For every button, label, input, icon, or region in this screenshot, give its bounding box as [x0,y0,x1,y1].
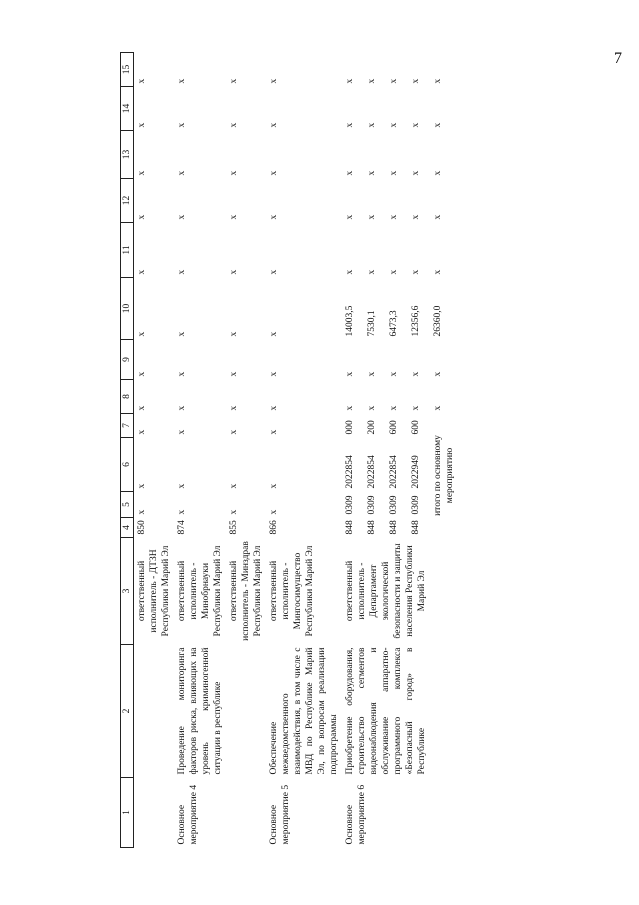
value-cell: х [389,122,399,128]
value-cell: 2022949 [411,455,421,489]
value-cell: х [177,371,187,377]
budget-table [120,52,458,848]
value-cell: 600 [389,420,399,435]
value-cell: х [389,214,399,220]
table-row [226,53,266,848]
value-cell: 866 [269,520,279,535]
empty-cell [226,645,266,778]
value-cell: 2022854 [345,455,355,489]
value-cell: х [345,269,355,275]
empty-cell [134,778,175,848]
responsible-executor: ответственный исполнитель - Минобрнауки Республики Марий Эл [177,545,223,637]
value-cell: х [177,429,187,435]
value-cell: х [367,405,377,411]
value-cell: 848 [345,520,355,535]
value-cell: х [345,371,355,377]
value-cell: 200 [367,420,377,435]
value-cell: х [177,122,187,128]
rotated-table-container [120,53,616,848]
value-cell: х [269,429,279,435]
responsible-executor: ответственный исполнитель - ДТЗН Республики Марий Эл [137,545,171,637]
value-cell: х [367,78,377,84]
value-cell: х [433,78,443,84]
value-cell: х [411,371,421,377]
value-cell: х [411,170,421,176]
column-header: 13 [121,131,134,179]
value-cell: 848 [411,520,421,535]
value-cell: 2022854 [389,455,399,489]
total-label: итого по основному мероприятию [433,435,455,516]
value-cell: х [269,405,279,411]
activity-name: Основное мероприятие 4 [177,784,199,845]
empty-cell [134,645,175,778]
column-header: 15 [121,53,134,87]
value-cell: 874 [177,520,187,535]
value-cell: х [269,509,279,515]
value-cell: х [229,405,239,411]
value-cell: х [137,331,147,337]
value-cell: х [389,170,399,176]
table-row [174,53,226,848]
value-cell: 2022854 [367,455,377,489]
value-cell: х [229,371,239,377]
responsible-executor: ответственный исполнитель - Департамент экологической безопасности и защиты населения Республики Марий Эл [345,543,427,639]
value-cell: х [137,170,147,176]
column-header: 8 [121,380,134,414]
value-cell: х [177,405,187,411]
activity-description: Обеспечение межведомственного взаимодействия, в том числе с МВД по Республике Марий Эл, по вопросам реализации подпрограммы [269,647,339,775]
page-number: 7 [614,50,622,67]
value-cell: х [229,509,239,515]
column-header: 9 [121,340,134,380]
column-header: 10 [121,278,134,340]
value-cell: х [177,509,187,515]
empty-cell [226,778,266,848]
value-cell: х [269,483,279,489]
value-cell: 0309 [367,495,377,515]
activity-description: Приобретение оборудования, строительство сегментов видеонаблюдения и обслуживание аппаратно-программного комплекса «Безопасный город» в Республике [345,647,427,775]
value-cell: х [269,331,279,337]
responsible-executor: ответственный исполнитель - Минздрав Республики Марий Эл [229,541,263,641]
value-cell: 855 [229,520,239,535]
value-cell: х [177,331,187,337]
value-cell: х [389,405,399,411]
value-cell: х [411,78,421,84]
column-number-row [121,53,134,848]
value-cell: х [433,371,443,377]
value-cell: х [229,78,239,84]
value-cell: х [433,214,443,220]
value-cell: х [367,214,377,220]
value-cell: х [269,214,279,220]
value-cell: 850 [137,520,147,535]
column-header: 1 [121,778,134,848]
value-cell: х [229,331,239,337]
value-cell: 848 [389,520,399,535]
activity-name: Основное мероприятие 6 [345,784,367,845]
value-cell: х [137,78,147,84]
column-header: 3 [121,538,134,645]
value-cell: х [229,269,239,275]
value-cell: х [229,122,239,128]
value-cell: 000 [345,420,355,435]
value-cell: х [433,170,443,176]
value-cell: х [433,269,443,275]
value-cell: х [269,170,279,176]
value-cell: х [345,405,355,411]
column-header: 5 [121,492,134,518]
value-cell: х [345,214,355,220]
value-cell: х [367,122,377,128]
table-row [134,53,175,848]
value-cell: 0309 [389,495,399,515]
value-cell: х [345,122,355,128]
column-header: 12 [121,179,134,223]
value-cell: х [411,122,421,128]
column-header: 2 [121,645,134,778]
value-cell: х [229,483,239,489]
value-cell: х [389,78,399,84]
value-cell: 7530,1 [367,310,377,337]
value-cell: х [137,122,147,128]
value-cell: 0309 [411,495,421,515]
value-cell: х [411,269,421,275]
table-row [342,53,364,848]
value-cell: х [269,78,279,84]
value-cell: 848 [367,520,377,535]
value-cell: х [269,122,279,128]
value-cell: х [433,405,443,411]
value-cell: х [229,214,239,220]
value-cell: 14003,5 [345,305,355,337]
column-header: 6 [121,438,134,492]
value-cell: х [137,214,147,220]
value-cell: х [411,405,421,411]
value-cell: х [177,483,187,489]
value-cell: х [137,483,147,489]
value-cell: х [411,214,421,220]
empty-cell [430,538,458,848]
value-cell: х [177,269,187,275]
value-cell: х [177,214,187,220]
value-cell: х [389,371,399,377]
value-cell: х [177,78,187,84]
column-header: 7 [121,414,134,438]
value-cell: х [137,371,147,377]
value-cell: х [367,371,377,377]
value-cell: х [389,269,399,275]
value-cell: х [229,170,239,176]
table-row [266,53,342,848]
column-header: 14 [121,87,134,131]
activity-name: Основное мероприятие 5 [269,784,291,845]
value-cell: х [137,405,147,411]
value-cell: х [433,122,443,128]
value-cell: 6473,3 [389,310,399,337]
activity-description: Проведение мониторинга факторов риска, влияющих на уровень криминогенной ситуации в республике [177,647,223,775]
column-header: 11 [121,223,134,278]
value-cell: х [177,170,187,176]
value-cell: 12356,6 [411,305,421,337]
value-cell: х [345,78,355,84]
table-body [134,53,459,848]
column-header: 4 [121,518,134,538]
value-cell: х [269,269,279,275]
value-cell: 0309 [345,495,355,515]
value-cell: х [137,509,147,515]
responsible-executor: ответственный исполнитель - Мингосимущество Республики Марий Эл [269,545,315,637]
value-cell: х [367,170,377,176]
value-cell: х [367,269,377,275]
value-cell: х [229,429,239,435]
total-row [430,53,458,848]
value-cell: 600 [411,420,421,435]
value-cell: 26360,0 [433,305,443,337]
value-cell: х [345,170,355,176]
value-cell: х [269,371,279,377]
value-cell: х [137,429,147,435]
value-cell: х [137,269,147,275]
